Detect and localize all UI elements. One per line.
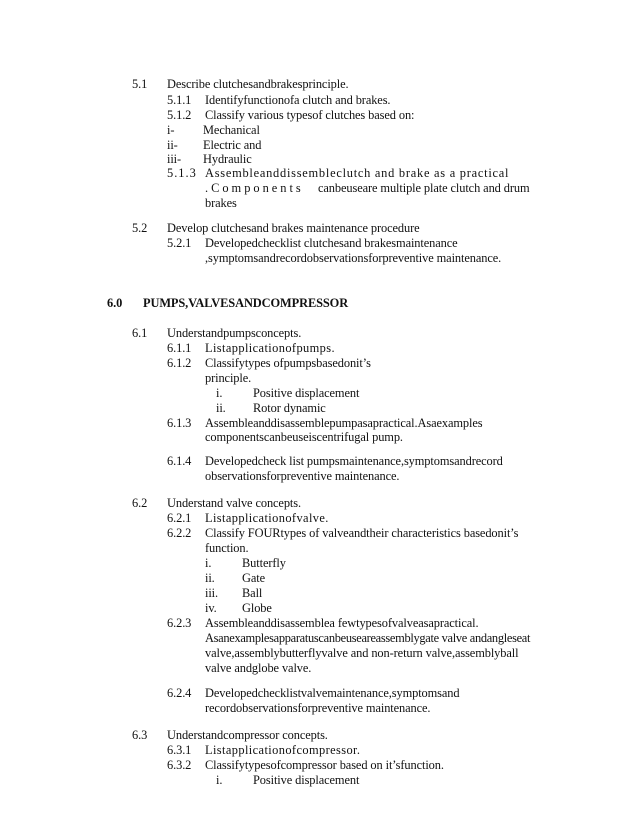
item-text: Developedchecklistvalvemaintenance,symptomsand <box>205 686 460 700</box>
item-text-continued: recordobservationsforpreventive maintenance. <box>205 701 431 715</box>
section-number: 6.2 <box>132 496 148 510</box>
item-text-continued: brakes <box>205 196 237 210</box>
list-marker: iii. <box>205 586 219 600</box>
list-marker: iv. <box>205 601 217 615</box>
section-title: Develop clutchesand brakes maintenance procedure <box>167 221 420 235</box>
item-text-continued: ,symptomsandrecordobservationsforpreventive maintenance. <box>205 251 502 265</box>
item-number: 5.1.3 <box>167 166 197 180</box>
item-text: Developedchecklist clutchesand brakesmaintenance <box>205 236 458 250</box>
item-number: 6.1.1 <box>167 341 192 355</box>
item-number: 5.2.1 <box>167 236 192 250</box>
list-marker: ii. <box>205 571 215 585</box>
chapter-number: 6.0 <box>107 296 123 310</box>
item-text-continued: principle. <box>205 371 252 385</box>
item-text-continued: canbeuseare multiple plate clutch and drum <box>318 181 530 195</box>
item-text: Classify FOURtypes of valveandtheir characteristics basedonit’s <box>205 526 519 540</box>
list-marker: i- <box>167 123 175 137</box>
list-item: Electric and <box>203 138 262 152</box>
section-title: Understandpumpsconcepts. <box>167 326 302 340</box>
chapter-title: PUMPS,VALVESANDCOMPRESSOR <box>143 296 349 310</box>
item-text: Listapplicationofcompressor. <box>205 743 361 757</box>
item-number: 6.2.4 <box>167 686 192 700</box>
section-number: 6.1 <box>132 326 148 340</box>
item-number: 6.2.2 <box>167 526 192 540</box>
item-number: 6.2.1 <box>167 511 192 525</box>
item-text: Developedcheck list pumpsmaintenance,symptomsandrecord <box>205 454 503 468</box>
list-item: Positive displacement <box>253 773 360 787</box>
item-number: 6.1.3 <box>167 416 192 430</box>
list-item: Butterfly <box>242 556 286 570</box>
item-number: 6.1.4 <box>167 454 192 468</box>
list-item: Rotor dynamic <box>253 401 326 415</box>
section-number: 6.3 <box>132 728 148 742</box>
item-number: 5.1.1 <box>167 93 192 107</box>
list-marker: i. <box>216 386 223 400</box>
item-number: 6.3.1 <box>167 743 192 757</box>
list-marker: i. <box>216 773 223 787</box>
item-number: 6.3.2 <box>167 758 192 772</box>
section-title: Understand valve concepts. <box>167 496 301 510</box>
item-number: 6.1.2 <box>167 356 192 370</box>
item-text-continued: valve andglobe valve. <box>205 661 312 675</box>
list-item: Mechanical <box>203 123 260 137</box>
item-text-continued: componentscanbeuseiscentrifugal pump. <box>205 430 403 444</box>
item-text-continued: .Components <box>205 181 304 195</box>
item-text-continued: observationsforpreventive maintenance. <box>205 469 400 483</box>
item-text-continued: Asanexamplesapparatuscanbeuseareassemblygate valve andangleseat <box>205 631 531 645</box>
list-marker: iii- <box>167 152 182 166</box>
list-item: Globe <box>242 601 272 615</box>
item-text: Classify various typesof clutches based on: <box>205 108 415 122</box>
item-text: Assembleanddisassemblepumpasapractical.Asaexamples <box>205 416 483 430</box>
item-text: Classifytypes ofpumpsbasedonit’s <box>205 356 371 370</box>
item-number: 5.1.2 <box>167 108 192 122</box>
item-text: Listapplicationofpumps. <box>205 341 335 355</box>
list-item: Ball <box>242 586 263 600</box>
list-marker: ii. <box>216 401 226 415</box>
item-text: Assembleanddisassemblea fewtypesofvalveasapractical. <box>205 616 479 630</box>
list-item: Hydraulic <box>203 152 252 166</box>
item-text-continued: function. <box>205 541 249 555</box>
section-number: 5.1 <box>132 77 148 91</box>
list-marker: ii- <box>167 138 178 152</box>
section-title: Understandcompressor concepts. <box>167 728 328 742</box>
section-number: 5.2 <box>132 221 148 235</box>
item-text: Identifyfunctionofa clutch and brakes. <box>205 93 391 107</box>
item-text: Listapplicationofvalve. <box>205 511 329 525</box>
list-item: Positive displacement <box>253 386 360 400</box>
list-item: Gate <box>242 571 265 585</box>
item-text: Classifytypesofcompressor based on it’sfunction. <box>205 758 444 772</box>
item-text: Assembleanddissembleclutch and brake as a practical <box>205 166 510 180</box>
section-title: Describe clutchesandbrakesprinciple. <box>167 77 349 91</box>
item-text-continued: valve,assemblybutterflyvalve and non-return valve,assemblyball <box>205 646 519 660</box>
list-marker: i. <box>205 556 212 570</box>
item-number: 6.2.3 <box>167 616 192 630</box>
